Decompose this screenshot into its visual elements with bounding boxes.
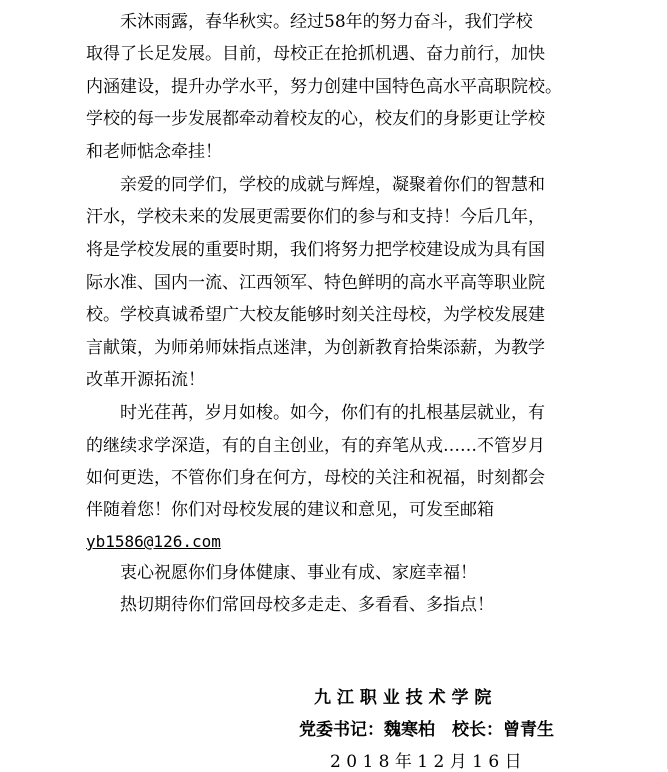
paragraph-line: 将是学校发展的重要时期，我们将努力把学校建设成为具有国 [86,240,545,260]
email-link[interactable]: yb1586@126.com [86,532,221,551]
paragraph-line: 校。学校真诚希望广大校友能够时刻关注母校，为学校发展建 [86,305,545,325]
paragraph-line: 内涵建设，提升办学水平，努力创建中国特色高水平高职院校。 [86,77,562,97]
signature-date: 2 0 1 8 年 1 2 月 1 6 日 [330,752,522,772]
paragraph-line: 改革开源拓流！ [86,370,205,390]
paragraph-line: 如何更迭，不管你们身在何方，母校的关注和祝福，时刻都会 [86,468,545,488]
paragraph-line: 言献策，为师弟师妹指点迷津，为创新教育拾柴添薪，为教学 [86,338,545,358]
paragraph-line: 的继续求学深造，有的自主创业，有的弃笔从戎……不管岁月 [86,436,545,456]
signature-officials: 党委书记：魏寒柏 校长：曾青生 [299,720,554,740]
closing-line: 热切期待你们常回母校多走走、多看看、多指点！ [86,595,494,615]
paragraph-line: 和老师惦念牵挂！ [86,142,222,162]
paragraph-line: 亲爱的同学们，学校的成就与辉煌，凝聚着你们的智慧和 [86,175,545,195]
paragraph-line: 学校的每一步发展都牵动着校友的心，校友们的身影更让学校 [86,109,545,129]
paragraph-line: 时光荏苒，岁月如梭。如今，你们有的扎根基层就业，有 [86,403,545,423]
paragraph-line: 际水准、国内一流、江西领军、特色鲜明的高水平高等职业院 [86,273,545,293]
paragraph-line: 汗水，学校未来的发展更需要你们的参与和支持！今后几年， [86,207,545,227]
signature-institution: 九 江 职 业 技 术 学 院 [314,688,492,708]
paragraph-line: 禾沐雨露，春华秋实。经过58年的努力奋斗，我们学校 [86,12,533,32]
paragraph-line: 取得了长足发展。目前，母校正在抢抓机遇、奋力前行，加快 [86,44,545,64]
closing-line: 衷心祝愿你们身体健康、事业有成、家庭幸福！ [86,563,477,583]
paragraph-line: 伴随着您！你们对母校发展的建议和意见，可发至邮箱 [86,500,494,520]
